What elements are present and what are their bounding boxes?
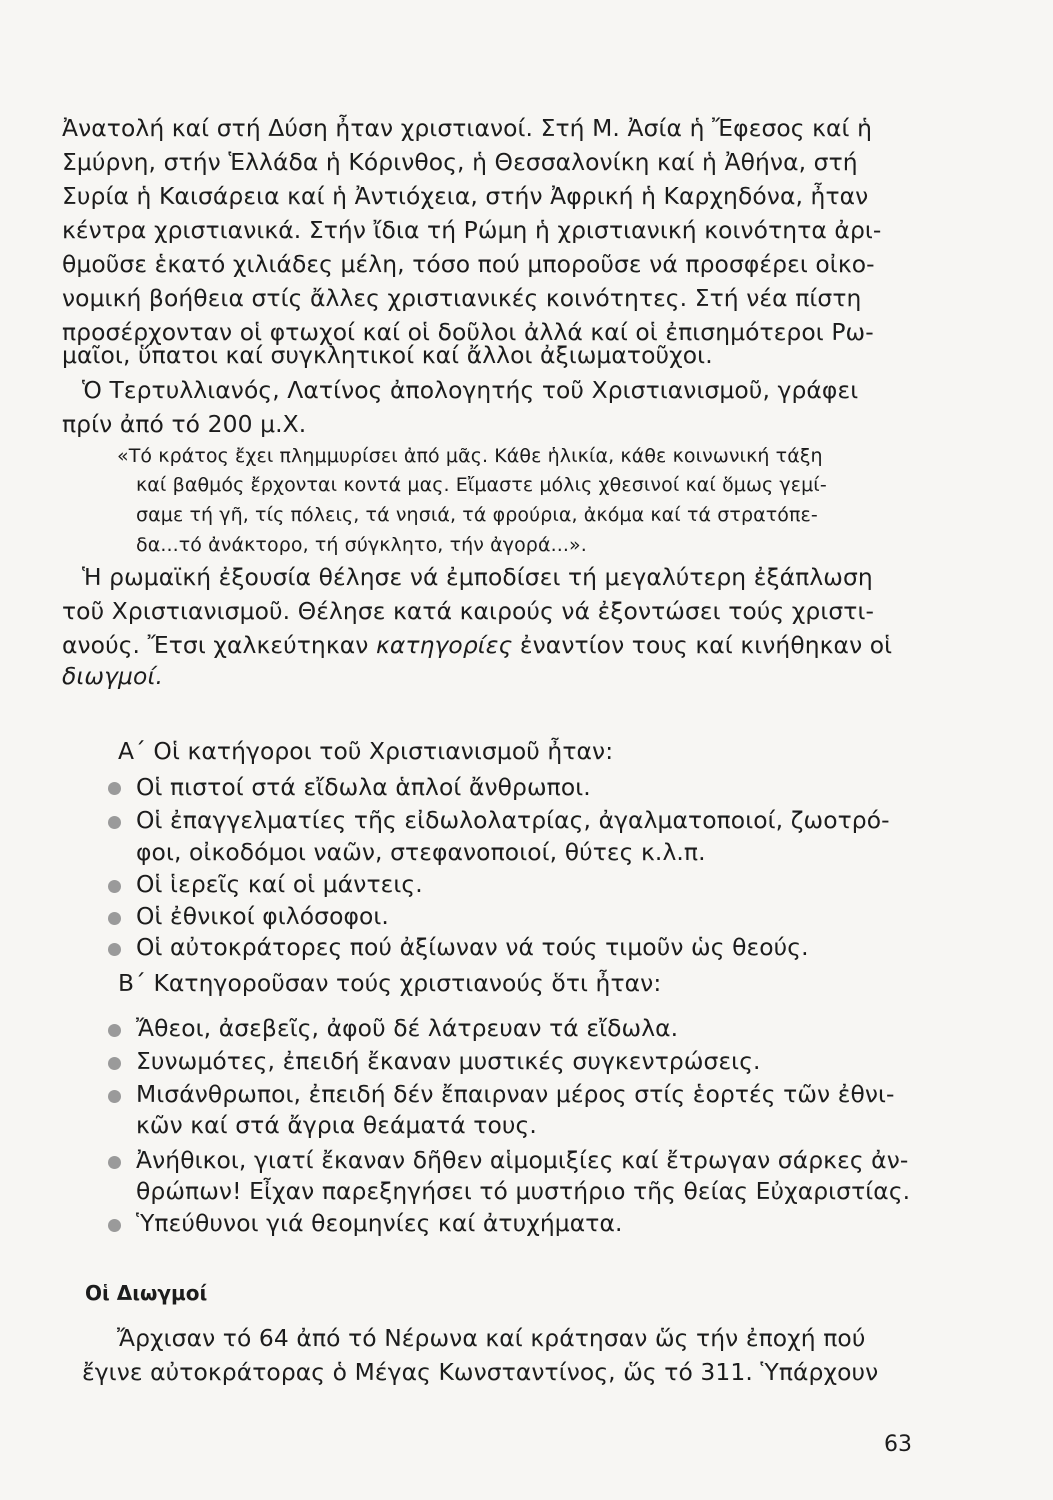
- bullet-icon: [108, 1024, 121, 1037]
- text-line: θμοῦσε ἑκατό χιλιάδες μέλη, τόσο πού μποροῦσε νά προσφέρει οἰκο-: [62, 250, 875, 278]
- italic-term: κατηγορίες: [375, 631, 513, 659]
- bullet-icon: [108, 1156, 121, 1169]
- text-line: Ἀνατολή καί στή Δύση ἦταν χριστιανοί. Στή Μ. Ἀσία ἡ Ἔφεσος καί ἡ: [62, 114, 873, 142]
- bullet-icon: [108, 943, 121, 956]
- text-line: [62, 628, 922, 662]
- list-item: Ἄθεοι, ἀσεβεῖς, ἀφοῦ δέ λάτρευαν τά εἴδωλα.: [136, 1014, 679, 1042]
- list-item: Μισάνθρωποι, ἐπειδή δέν ἔπαιρναν μέρος στίς ἑορτές τῶν ἐθνι-: [136, 1080, 895, 1108]
- text-line: Σμύρνη, στήν Ἑλλάδα ἡ Κόρινθος, ἡ Θεσσαλονίκη καί ἡ Ἀθήνα, στή: [62, 148, 858, 176]
- text-line: μαῖοι, ὕπατοι καί συγκλητικοί καί ἄλλοι ἀξιωματοῦχοι.: [62, 341, 713, 369]
- list-item: Οἱ πιστοί στά εἴδωλα ἁπλοί ἄνθρωποι.: [136, 773, 591, 801]
- text-line: τοῦ Χριστιανισμοῦ. Θέλησε κατά καιρούς νά ἐξοντώσει τούς χριστι-: [62, 597, 875, 625]
- text-line: ἔγινε αὐτοκράτορας ὁ Μέγας Κωνσταντίνος, ὥς τό 311. Ὑπάρχουν: [82, 1358, 879, 1386]
- italic-term: διωγμοί.: [62, 662, 163, 690]
- bullet-icon: [108, 880, 121, 893]
- text-line: προσέρχονταν οἱ φτωχοί καί οἱ δοῦλοι ἀλλά καί οἱ ἐπισημότεροι Ρω-: [62, 318, 874, 346]
- text-span: ανούς. Ἔτσι χαλκεύτηκαν: [62, 631, 376, 659]
- text-line: Ὁ Τερτυλλιανός, Λατίνος ἀπολογητής τοῦ Χριστιανισμοῦ, γράφει: [82, 376, 859, 404]
- list-item: Οἱ ἐπαγγελματίες τῆς εἰδωλολατρίας, ἀγαλματοποιοί, ζωοτρό-: [136, 806, 890, 834]
- bullet-icon: [108, 816, 121, 829]
- list-item: Οἱ ἐθνικοί φιλόσοφοι.: [136, 902, 389, 930]
- quote-line: σαμε τή γῆ, τίς πόλεις, τά νησιά, τά φρούρια, ἀκόμα καί τά στρατόπε-: [136, 504, 818, 526]
- page-number: 63: [884, 1432, 912, 1457]
- list-item: Οἱ αὐτοκράτορες πού ἀξίωναν νά τούς τιμοῦν ὡς θεούς.: [136, 933, 809, 961]
- text-line: Συρία ἡ Καισάρεια καί ἡ Ἀντιόχεια, στήν Ἀφρική ἡ Καρχηδόνα, ἦταν: [62, 182, 869, 210]
- list-item: Οἱ ἱερεῖς καί οἱ μάντεις.: [136, 870, 423, 898]
- bullet-icon: [108, 912, 121, 925]
- text-line: νομική βοήθεια στίς ἄλλες χριστιανικές κοινότητες. Στή νέα πίστη: [62, 284, 862, 312]
- bullet-icon: [108, 1057, 121, 1070]
- list-item: Ὑπεύθυνοι γιά θεομηνίες καί ἀτυχήματα.: [136, 1209, 623, 1237]
- section-heading: Β΄ Κατηγοροῦσαν τούς χριστιανούς ὅτι ἦταν:: [118, 969, 662, 997]
- text-line: πρίν ἀπό τό 200 μ.Χ.: [62, 410, 307, 438]
- text-line: κέντρα χριστιανικά. Στήν ἴδια τή Ρώμη ἡ χριστιανική κοινότητα ἀρι-: [62, 216, 882, 244]
- list-item: Συνωμότες, ἐπειδή ἔκαναν μυστικές συγκεντρώσεις.: [136, 1047, 761, 1075]
- bullet-icon: [108, 782, 121, 795]
- text-line: [62, 659, 922, 693]
- text-line: Ἄρχισαν τό 64 ἀπό τό Νέρωνα καί κράτησαν ὥς τήν ἐποχή πού: [117, 1324, 866, 1352]
- quote-line: δα...τό ἀνάκτορο, τή σύγκλητο, τήν ἀγορά...».: [136, 534, 587, 556]
- section-heading: Α΄ Οἱ κατήγοροι τοῦ Χριστιανισμοῦ ἦταν:: [118, 737, 614, 765]
- list-item: θρώπων! Εἶχαν παρεξηγήσει τό μυστήριο τῆς θείας Εὐχαριστίας.: [136, 1177, 911, 1205]
- list-item: κῶν καί στά ἄγρια θεάματά τους.: [136, 1111, 537, 1139]
- section-title: Οἱ Διωγμοί: [85, 1281, 208, 1305]
- text-line: Ἡ ρωμαϊκή ἐξουσία θέλησε νά ἐμποδίσει τή μεγαλύτερη ἐξάπλωση: [82, 563, 873, 591]
- bullet-icon: [108, 1090, 121, 1103]
- bullet-icon: [108, 1219, 121, 1232]
- list-item: φοι, οἰκοδόμοι ναῶν, στεφανοποιοί, θύτες κ.λ.π.: [136, 838, 706, 866]
- text-span: ἐναντίον τους καί κινήθηκαν οἱ: [512, 631, 893, 659]
- list-item: Ἀνήθικοι, γιατί ἔκαναν δῆθεν αἱμομιξίες καί ἔτρωγαν σάρκες ἀν-: [136, 1146, 909, 1174]
- quote-line: καί βαθμός ἔρχονται κοντά μας. Εἴμαστε μόλις χθεσινοί καί ὅμως γεμί-: [136, 474, 827, 496]
- quote-line: «Τό κράτος ἔχει πλημμυρίσει ἀπό μᾶς. Κάθε ἡλικία, κάθε κοινωνική τάξη: [117, 445, 823, 467]
